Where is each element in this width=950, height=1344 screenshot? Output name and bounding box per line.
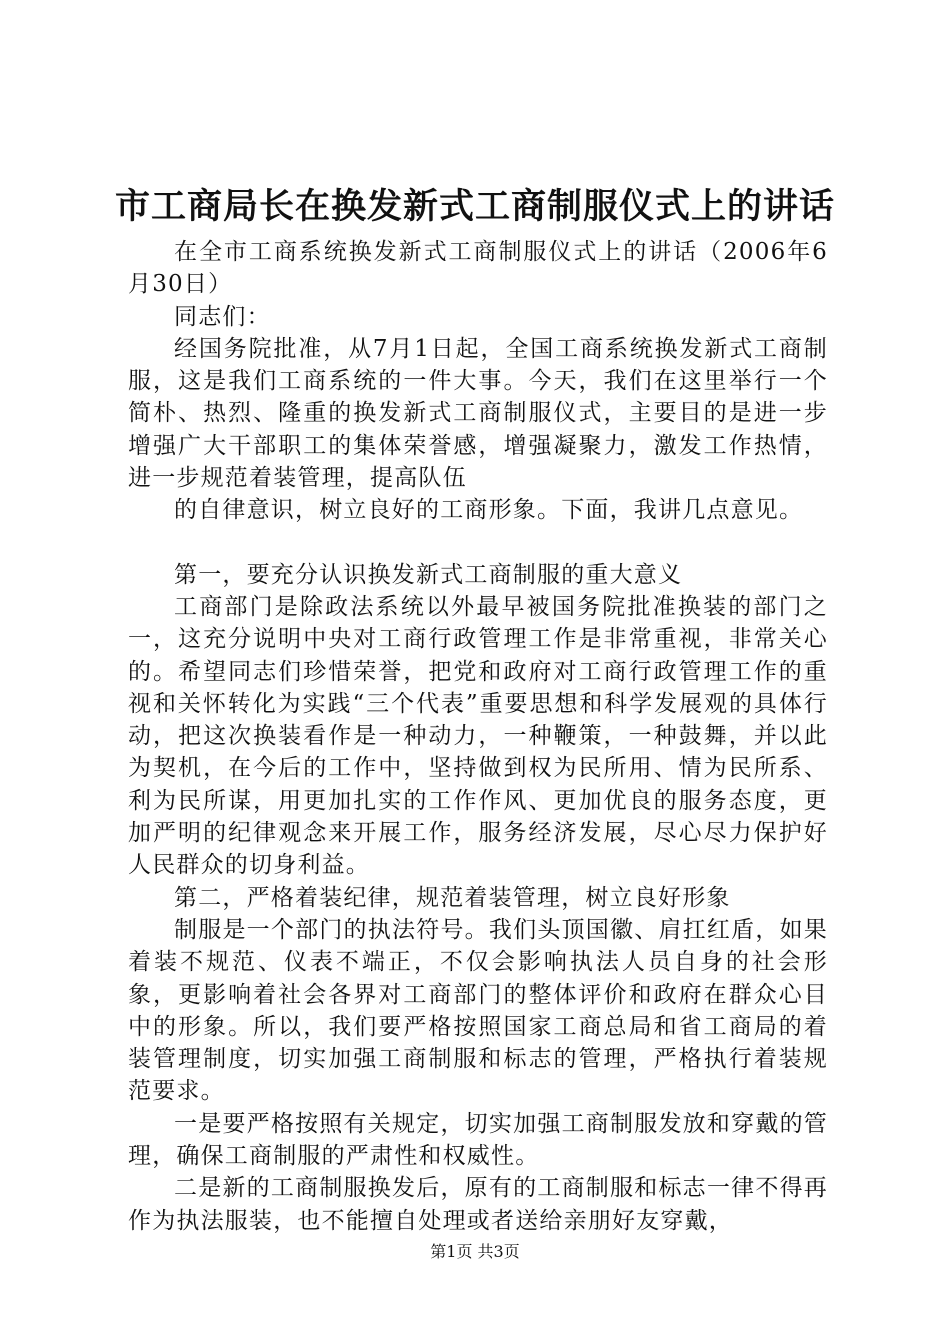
section-2-paragraph: 制服是一个部门的执法符号。我们头顶国徽、肩扛红盾，如果着装不规范、仪表不端正，不仅会影响执法人员自身的社会形象，更影响着社会各界对工商部门的整体评价和政府在群众心目中的形象。所以，我们要严格按照国家工商总局和省工商局的着装管理制度，切实加强工商制服和标志的管理，严格执行着装规范要求。 — [128, 916, 828, 1105]
intro-paragraph-continued: 的自律意识，树立良好的工商形象。下面，我讲几点意见。 — [174, 497, 804, 524]
point-one-paragraph: 一是要严格按照有关规定，切实加强工商制服发放和穿戴的管理，确保工商制服的严肃性和权威性。 — [128, 1110, 828, 1170]
section-heading-2: 第二，严格着装纪律，规范着装管理，树立良好形象 — [174, 884, 731, 911]
document-body — [128, 236, 828, 1237]
document-title: 市工商局长在换发新式工商制服仪式上的讲话 — [114, 186, 835, 227]
salutation: 同志们： — [174, 303, 271, 330]
intro-paragraph: 经国务院批准，从7月1日起，全国工商系统换发新式工商制服，这是我们工商系统的一件大事。今天，我们在这里举行一个简朴、热烈、隆重的换发新式工商制服仪式，主要目的是进一步增强广大干部职工的集体荣誉感，增强凝聚力，激发工作热情，进一步规范着装管理，提高队伍 — [128, 335, 828, 492]
point-two-paragraph: 二是新的工商制服换发后，原有的工商制服和标志一律不得再作为执法服装，也不能擅自处理或者送给亲朋好友穿戴， — [128, 1175, 828, 1234]
speech-subtitle: 在全市工商系统换发新式工商制服仪式上的讲话（2006年6月30日） — [128, 239, 828, 298]
page-number-footer: 第1页 共3页 — [430, 1242, 520, 1261]
section-heading-1: 第一，要充分认识换发新式工商制服的重大意义 — [174, 561, 683, 588]
section-1-paragraph: 工商部门是除政法系统以外最早被国务院批准换装的部门之一，这充分说明中央对工商行政管理工作是非常重视，非常关心的。希望同志们珍惜荣誉，把党和政府对工商行政管理工作的重视和关怀转化为实践“三个代表”重要思想和科学发展观的具体行动，把这次换装看作是一种动力，一种鞭策，一种鼓舞，并以此为契机，在今后的工作中，坚持做到权为民所用、情为民所系、利为民所谋，用更加扎实的工作作风、更加优良的服务态度，更加严明的纪律观念来开展工作，服务经济发展，尽心尽力保护好人民群众的切身利益。 — [128, 593, 828, 879]
paragraph-spacer — [128, 527, 828, 559]
